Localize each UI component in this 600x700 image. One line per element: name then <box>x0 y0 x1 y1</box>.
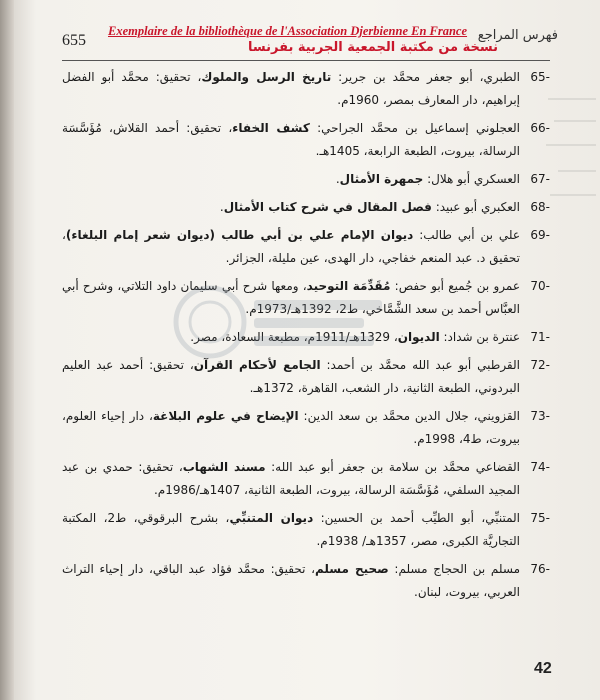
page-gutter-shadow <box>0 0 14 700</box>
entry-details: ، تحقيق: أحمد القلاش، مُؤَسَّسَة الرسالة، بيروت، الطبعة الرابعة، 1405هـ. <box>62 121 520 158</box>
entry-title: جمهرة الأمثال <box>339 172 424 186</box>
bibliography-entry <box>62 168 550 191</box>
bibliography-entry <box>62 507 550 553</box>
library-stamp-french: Exemplaire de la bibliothèque de l'Association Djerbienne En France <box>108 24 468 38</box>
entry-title: الديوان <box>397 330 440 344</box>
entry-number: 67- <box>530 172 550 186</box>
entry-details: ، بشرح البرقوقي، ط2، المكتبة التجاريَّة الكبرى، مصر، 1357هـ/ 1938م. <box>62 511 520 548</box>
entry-details: . <box>335 172 340 186</box>
entry-number: 66- <box>530 121 550 135</box>
entry-number: 75- <box>530 511 550 525</box>
entry-details: . <box>219 200 224 214</box>
entry-author: مسلم بن الحجاج مسلم: <box>388 562 520 576</box>
entry-title: ديوان المتنبِّي <box>229 511 314 525</box>
entry-author: عنترة بن شداد: <box>439 330 520 344</box>
bibliography-entry <box>62 117 550 163</box>
bibliography-entry <box>62 66 550 112</box>
entry-title: صحيح مسلم <box>315 562 389 576</box>
header-rule <box>62 60 550 61</box>
entry-author: المتنبِّي، أبو الطيِّب أحمد بن الحسين: <box>313 511 520 525</box>
bibliography-entry <box>62 224 550 270</box>
bibliography-entry <box>62 275 550 321</box>
bibliography-entry <box>62 456 550 502</box>
library-stamp-arabic: نسخة من مكتبة الجمعية الجربية بفرنسا <box>248 40 498 55</box>
entry-number: 76- <box>530 562 550 576</box>
footer-page-number: 42 <box>534 660 552 677</box>
entry-number: 69- <box>530 228 550 242</box>
entry-title: الإيضاح في علوم البلاغة <box>152 409 299 423</box>
entry-details: ، تحقيق: محمَّد أبو الفضل إبراهيم، دار المعارف بمصر، 1960م. <box>62 70 520 107</box>
bibliography-entry <box>62 326 550 349</box>
entry-number: 68- <box>530 200 550 214</box>
entry-number: 72- <box>530 358 550 372</box>
entry-author: عمرو بن جُميع أبو حفص: <box>390 279 521 293</box>
entry-number: 70- <box>530 279 550 293</box>
entry-title: مُقَدِّمَة التوحيد <box>306 279 391 293</box>
header-page-number: 655 <box>62 32 86 49</box>
entry-number: 65- <box>530 70 550 84</box>
entry-author: علي بن أبي طالب: <box>413 228 520 242</box>
bibliography-entry <box>62 405 550 451</box>
entry-title: ديوان الإمام علي بن أبي طالب (ديوان شعر إمام البلغاء) <box>65 228 414 242</box>
entry-details: ، دار إحياء العلوم، بيروت، ط4، 1998م. <box>62 409 520 446</box>
bibliography-list <box>62 66 550 609</box>
entry-title: فصل المقال في شرح كتاب الأمثال <box>223 200 432 214</box>
entry-details: ، 1329هـ/1911م، مطبعة السعادة، مصر. <box>190 330 398 344</box>
entry-title: الجامع لأحكام القرآن <box>193 358 321 372</box>
running-head: فهرس المراجع <box>477 28 558 43</box>
bibliography-entry <box>62 558 550 604</box>
entry-author: العكبري أبو عبيد: <box>431 200 520 214</box>
entry-details: ، تحقيق: أحمد عبد العليم البردوني، الطبعة الثانية، دار الشعب، القاهرة، 1372هـ. <box>62 358 520 395</box>
entry-title: كشف الخفاء <box>232 121 310 135</box>
entry-number: 73- <box>530 409 550 423</box>
entry-author: العسكري أبو هلال: <box>423 172 520 186</box>
entry-title: مسند الشهاب <box>182 460 266 474</box>
entry-number: 74- <box>530 460 550 474</box>
page-header <box>58 8 558 58</box>
entry-details: ، ومعها شرح أبي سليمان داود التلاتي، وشرح أبي العبَّاس أحمد بن سعد الشَّمَّاخي، ط2، 1392هـ/1973م. <box>62 279 520 316</box>
entry-author: القرطبي أبو عبد الله محمَّد بن أحمد: <box>320 358 520 372</box>
entry-author: القضاعي محمَّد بن سلامة بن جعفر أبو عبد الله: <box>265 460 521 474</box>
bleed-through-text <box>544 90 600 210</box>
entry-number: 71- <box>530 330 550 344</box>
entry-details: ، تحقيق د. عبد المنعم خفاجي، دار الهدى، عين مليلة، الجزائر. <box>62 228 520 265</box>
bibliography-entry <box>62 196 550 219</box>
entry-details: ، تحقيق: محمَّد فؤاد عبد الباقي، دار إحياء التراث العربي، بيروت، لبنان. <box>62 562 520 599</box>
entry-author: القزويني، جلال الدين محمَّد بن سعد الدين: <box>298 409 520 423</box>
entry-author: الطبري، أبو جعفر محمَّد بن جرير: <box>331 70 520 84</box>
bibliography-entry <box>62 354 550 400</box>
entry-title: تاريخ الرسل والملوك <box>201 70 332 84</box>
entry-author: العجلوني إسماعيل بن محمَّد الجراحي: <box>309 121 520 135</box>
entry-details: ، تحقيق: حمدي بن عبد المجيد السلفي، مُؤَسَّسَة الرسالة، بيروت، الطبعة الثانية، 1407هـ/1986م. <box>62 460 520 497</box>
